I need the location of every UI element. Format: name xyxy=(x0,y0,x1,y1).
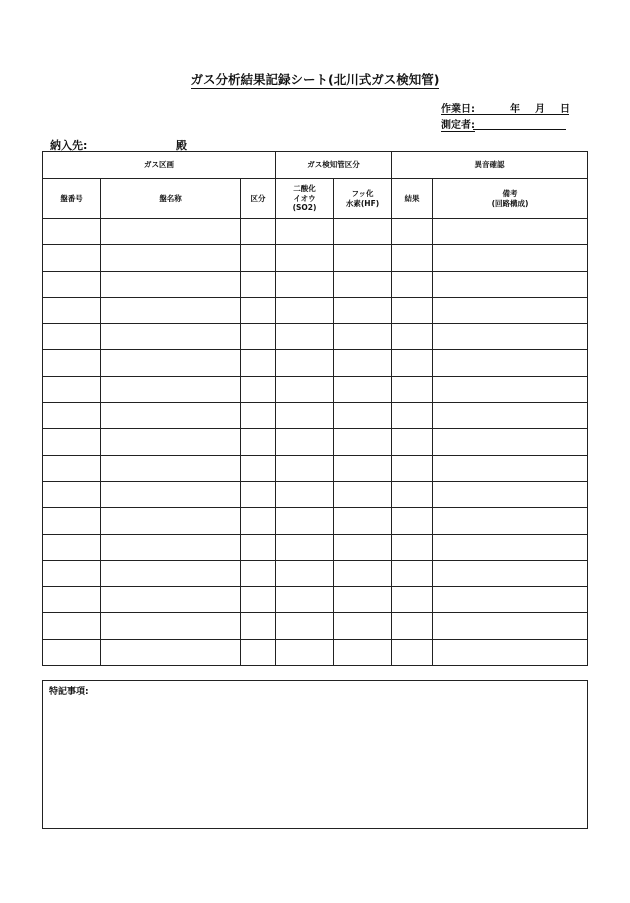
cell-panel-no[interactable] xyxy=(43,403,101,429)
col-remarks-line1: 備考 xyxy=(502,189,518,199)
honorific-label: 殿 xyxy=(176,139,187,152)
table-row xyxy=(43,613,588,639)
cell-result[interactable] xyxy=(392,219,433,245)
cell-result[interactable] xyxy=(392,403,433,429)
cell-division[interactable] xyxy=(241,297,276,323)
cell-division[interactable] xyxy=(241,219,276,245)
col-so2-line2: イオウ xyxy=(293,193,316,203)
cell-result[interactable] xyxy=(392,613,433,639)
cell-result[interactable] xyxy=(392,534,433,560)
cell-panel-name[interactable] xyxy=(101,481,241,507)
col-remarks-line2: (回路構成) xyxy=(491,198,529,208)
cell-hf[interactable] xyxy=(334,560,392,586)
table-row xyxy=(43,350,588,376)
measurer-input-line[interactable] xyxy=(473,129,566,130)
cell-remarks[interactable] xyxy=(433,613,588,639)
cell-panel-name[interactable] xyxy=(101,271,241,297)
cell-so2[interactable] xyxy=(276,297,334,323)
cell-hf[interactable] xyxy=(334,324,392,350)
cell-result[interactable] xyxy=(392,508,433,534)
cell-remarks[interactable] xyxy=(433,587,588,613)
destination-label: 納入先: xyxy=(50,139,88,152)
cell-remarks[interactable] xyxy=(433,219,588,245)
cell-hf[interactable] xyxy=(334,429,392,455)
cell-division[interactable] xyxy=(241,455,276,481)
cell-remarks[interactable] xyxy=(433,534,588,560)
col-so2 xyxy=(276,179,334,219)
cell-panel-no[interactable] xyxy=(43,455,101,481)
cell-panel-no[interactable] xyxy=(43,324,101,350)
cell-panel-name[interactable] xyxy=(101,639,241,665)
cell-division[interactable] xyxy=(241,245,276,271)
work-date-label: 作業日: xyxy=(441,104,475,115)
col-panel-no: 盤番号 xyxy=(43,179,101,219)
table-body xyxy=(43,219,588,666)
measurer-label: 測定者: xyxy=(441,116,475,132)
cell-panel-no[interactable] xyxy=(43,376,101,402)
cell-panel-name[interactable] xyxy=(101,219,241,245)
cell-hf[interactable] xyxy=(334,587,392,613)
cell-result[interactable] xyxy=(392,350,433,376)
cell-so2[interactable] xyxy=(276,481,334,507)
cell-panel-no[interactable] xyxy=(43,639,101,665)
cell-panel-name[interactable] xyxy=(101,403,241,429)
day-label: 日 xyxy=(560,104,570,115)
cell-panel-name[interactable] xyxy=(101,350,241,376)
cell-division[interactable] xyxy=(241,376,276,402)
cell-so2[interactable] xyxy=(276,324,334,350)
month-label: 月 xyxy=(535,104,545,115)
cell-remarks[interactable] xyxy=(433,403,588,429)
cell-result[interactable] xyxy=(392,324,433,350)
cell-panel-name[interactable] xyxy=(101,429,241,455)
cell-panel-no[interactable] xyxy=(43,613,101,639)
cell-remarks[interactable] xyxy=(433,508,588,534)
cell-division[interactable] xyxy=(241,613,276,639)
cell-panel-no[interactable] xyxy=(43,271,101,297)
cell-remarks[interactable] xyxy=(433,639,588,665)
cell-hf[interactable] xyxy=(334,245,392,271)
cell-so2[interactable] xyxy=(276,403,334,429)
table-row xyxy=(43,245,588,271)
cell-hf[interactable] xyxy=(334,639,392,665)
cell-panel-name[interactable] xyxy=(101,245,241,271)
cell-result[interactable] xyxy=(392,245,433,271)
cell-so2[interactable] xyxy=(276,245,334,271)
cell-result[interactable] xyxy=(392,455,433,481)
cell-remarks[interactable] xyxy=(433,376,588,402)
cell-panel-name[interactable] xyxy=(101,508,241,534)
group-noise-check: 異音確認 xyxy=(392,152,588,179)
cell-result[interactable] xyxy=(392,429,433,455)
col-so2-line1: 二酸化 xyxy=(293,184,316,194)
table-row xyxy=(43,587,588,613)
group-detector-class: ガス検知管区分 xyxy=(276,152,392,179)
sheet-title-text: ガス分析結果記録シート(北川式ガス検知管) xyxy=(190,72,440,87)
cell-panel-name[interactable] xyxy=(101,376,241,402)
cell-panel-name[interactable] xyxy=(101,587,241,613)
cell-hf[interactable] xyxy=(334,403,392,429)
table-row xyxy=(43,534,588,560)
cell-panel-name[interactable] xyxy=(101,560,241,586)
gas-analysis-table xyxy=(42,151,588,666)
col-remarks xyxy=(433,179,588,219)
cell-division[interactable] xyxy=(241,429,276,455)
cell-hf[interactable] xyxy=(334,534,392,560)
cell-division[interactable] xyxy=(241,350,276,376)
col-hf-line2: 水素(HF) xyxy=(345,198,380,208)
col-division: 区分 xyxy=(241,179,276,219)
cell-result[interactable] xyxy=(392,271,433,297)
cell-so2[interactable] xyxy=(276,376,334,402)
table-row xyxy=(43,560,588,586)
table-row xyxy=(43,324,588,350)
cell-hf[interactable] xyxy=(334,481,392,507)
table-row xyxy=(43,455,588,481)
cell-so2[interactable] xyxy=(276,271,334,297)
col-hf-line1: フッ化 xyxy=(351,189,374,199)
cell-remarks[interactable] xyxy=(433,350,588,376)
cell-panel-no[interactable] xyxy=(43,429,101,455)
cell-panel-name[interactable] xyxy=(101,455,241,481)
cell-so2[interactable] xyxy=(276,587,334,613)
cell-remarks[interactable] xyxy=(433,429,588,455)
cell-division[interactable] xyxy=(241,534,276,560)
cell-division[interactable] xyxy=(241,271,276,297)
cell-panel-name[interactable] xyxy=(101,613,241,639)
work-date-field[interactable] xyxy=(441,100,569,115)
cell-result[interactable] xyxy=(392,560,433,586)
cell-so2[interactable] xyxy=(276,350,334,376)
col-so2-line3: (SO2) xyxy=(292,203,317,213)
cell-result[interactable] xyxy=(392,297,433,323)
cell-panel-no[interactable] xyxy=(43,350,101,376)
cell-remarks[interactable] xyxy=(433,481,588,507)
table-row xyxy=(43,508,588,534)
table-row xyxy=(43,376,588,402)
table-row xyxy=(43,639,588,665)
cell-remarks[interactable] xyxy=(433,324,588,350)
cell-remarks[interactable] xyxy=(433,455,588,481)
cell-hf[interactable] xyxy=(334,271,392,297)
measurer-field[interactable] xyxy=(441,116,566,130)
cell-panel-no[interactable] xyxy=(43,219,101,245)
table-row xyxy=(43,271,588,297)
special-notes-box[interactable] xyxy=(42,680,588,829)
cell-panel-no[interactable] xyxy=(43,508,101,534)
cell-division[interactable] xyxy=(241,508,276,534)
year-label: 年 xyxy=(510,104,520,115)
cell-panel-no[interactable] xyxy=(43,297,101,323)
cell-remarks[interactable] xyxy=(433,245,588,271)
cell-hf[interactable] xyxy=(334,350,392,376)
cell-result[interactable] xyxy=(392,639,433,665)
cell-result[interactable] xyxy=(392,481,433,507)
cell-hf[interactable] xyxy=(334,508,392,534)
cell-panel-no[interactable] xyxy=(43,587,101,613)
table-row xyxy=(43,297,588,323)
col-hf xyxy=(334,179,392,219)
table-row xyxy=(43,481,588,507)
cell-panel-name[interactable] xyxy=(101,297,241,323)
cell-division[interactable] xyxy=(241,587,276,613)
table-row xyxy=(43,219,588,245)
special-notes-label: 特記事項: xyxy=(49,687,89,697)
cell-so2[interactable] xyxy=(276,219,334,245)
cell-remarks[interactable] xyxy=(433,560,588,586)
cell-remarks[interactable] xyxy=(433,271,588,297)
cell-hf[interactable] xyxy=(334,376,392,402)
cell-hf[interactable] xyxy=(334,455,392,481)
col-panel-name: 盤名称 xyxy=(101,179,241,219)
group-gas-zone: ガス区画 xyxy=(43,152,276,179)
cell-so2[interactable] xyxy=(276,429,334,455)
cell-so2[interactable] xyxy=(276,508,334,534)
cell-division[interactable] xyxy=(241,560,276,586)
destination-field[interactable] xyxy=(48,137,200,152)
table-row xyxy=(43,429,588,455)
table-row xyxy=(43,403,588,429)
cell-panel-no[interactable] xyxy=(43,245,101,271)
cell-panel-no[interactable] xyxy=(43,560,101,586)
sheet-title xyxy=(0,70,630,88)
cell-so2[interactable] xyxy=(276,534,334,560)
cell-remarks[interactable] xyxy=(433,297,588,323)
cell-panel-name[interactable] xyxy=(101,324,241,350)
cell-so2[interactable] xyxy=(276,455,334,481)
cell-panel-name[interactable] xyxy=(101,534,241,560)
cell-division[interactable] xyxy=(241,639,276,665)
cell-hf[interactable] xyxy=(334,297,392,323)
cell-division[interactable] xyxy=(241,481,276,507)
cell-panel-no[interactable] xyxy=(43,481,101,507)
cell-hf[interactable] xyxy=(334,219,392,245)
cell-division[interactable] xyxy=(241,324,276,350)
cell-panel-no[interactable] xyxy=(43,534,101,560)
col-result: 結果 xyxy=(392,179,433,219)
cell-so2[interactable] xyxy=(276,613,334,639)
cell-hf[interactable] xyxy=(334,613,392,639)
cell-so2[interactable] xyxy=(276,560,334,586)
cell-result[interactable] xyxy=(392,587,433,613)
cell-result[interactable] xyxy=(392,376,433,402)
cell-division[interactable] xyxy=(241,403,276,429)
cell-so2[interactable] xyxy=(276,639,334,665)
